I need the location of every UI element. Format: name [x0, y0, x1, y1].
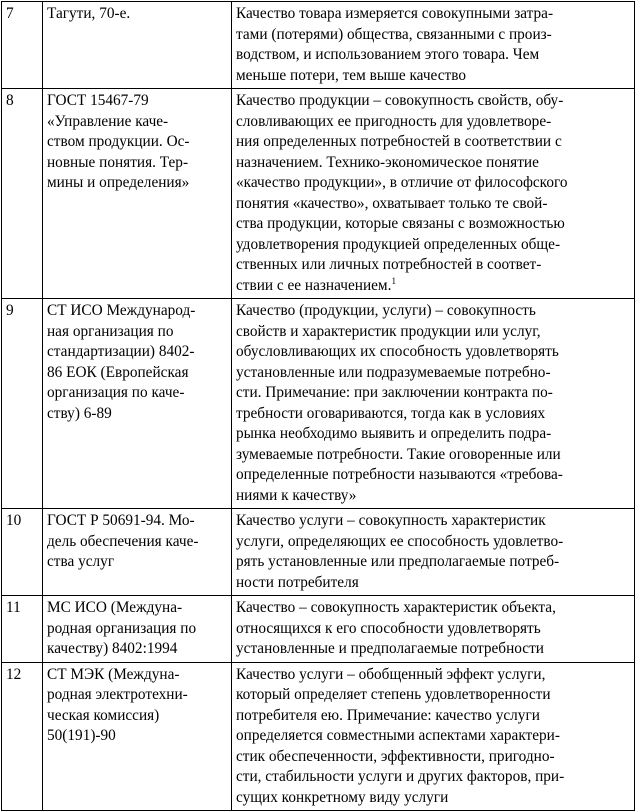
definition-text: Качество – совокупность характеристик объекта, относящихся к его способности удовлетворять установленные и предполагаемые потребности — [236, 599, 556, 657]
row-source: СТ ИСО Междунaрод- ная организация по стандартизации) 8402- 86 ЕОК (Европейская организация по каче- ству) 6-89 — [43, 299, 232, 509]
table-row — [2, 662, 635, 811]
definition-text: Качество (продукции, услуги) – совокупность свойств и характеристик продукции или услуг, обусловливающих их способность удовлетворять установленные или подразумеваемые потребно- сти. Примечание: при заключении контракта по- требности оговариваются, тогда как в условиях рынка необходимо выявить и определить подра- зумеваемые потребности. Такие оговоренные или определенные потребности называются «требова- ниями к качеству» — [236, 302, 563, 504]
row-source: СТ МЭК (Междуна- родная электротехни- ческая комиссия) 50(191)-90 — [43, 662, 232, 811]
definitions-table — [1, 1, 635, 811]
table-row — [2, 509, 635, 596]
table-row — [2, 596, 635, 663]
footnote-marker[interactable]: 1 — [391, 275, 396, 286]
row-source: Тагути, 70-е. — [43, 2, 232, 89]
row-definition — [232, 2, 635, 89]
row-definition — [232, 89, 635, 299]
row-number: 12 — [2, 662, 43, 811]
row-source: МС ИСО (Междуна- родная организация по качеству) 8402:1994 — [43, 596, 232, 663]
row-source: ГОСТ Р 50691-94. Мо- дель обеспечения каче- ства услуг — [43, 509, 232, 596]
table-row — [2, 299, 635, 509]
definition-text: Качество продукции – совокупность свойств, обу- словливающих ее пригодность для удовлетворе- ния определенных потребностей в соответствии с назначением. Технико-экономическое понятие «качество продукции», в отличие от философского понятия «качество», охватывает только те свой- ства продукции, которые связаны с возможностью удовлетворения продукцией определенных обще- ственных или личных потребностей в соответ- ствии с ее назначением. — [236, 92, 568, 294]
row-number: 10 — [2, 509, 43, 596]
row-number: 8 — [2, 89, 43, 299]
row-number: 9 — [2, 299, 43, 509]
definitions-table-body — [2, 2, 635, 811]
definition-text: Качество услуги – совокупность характеристик услуги, определяющих ее способность удовлетво- рять установленные или предполагаемые потреб- ности потребителя — [236, 512, 564, 591]
row-number: 11 — [2, 596, 43, 663]
row-source: ГОСТ 15467-79 «Управление каче- ством продукции. Ос- новные понятия. Тер- мины и определения» — [43, 89, 232, 299]
definition-text: Качество услуги – обобщенный эффект услуги, который определяет степень удовлетворенности потребителя ею. Примечание: качество услуги определяется совместными аспектами характери- стик обеспеченности, эффективности, пригодно- сти, стабильности услуги и других факторов, при- сущих конкретному виду услуги — [236, 665, 565, 806]
definition-text: Качество товара измеряется совокупными затра- тами (потерями) общества, связанными с произ- водством, и использованием этого товара. Чем меньше потери, тем выше качество — [236, 5, 554, 84]
row-definition — [232, 596, 635, 663]
table-row — [2, 2, 635, 89]
row-definition — [232, 509, 635, 596]
row-definition — [232, 299, 635, 509]
table-row — [2, 89, 635, 299]
row-definition — [232, 662, 635, 811]
row-number: 7 — [2, 2, 43, 89]
